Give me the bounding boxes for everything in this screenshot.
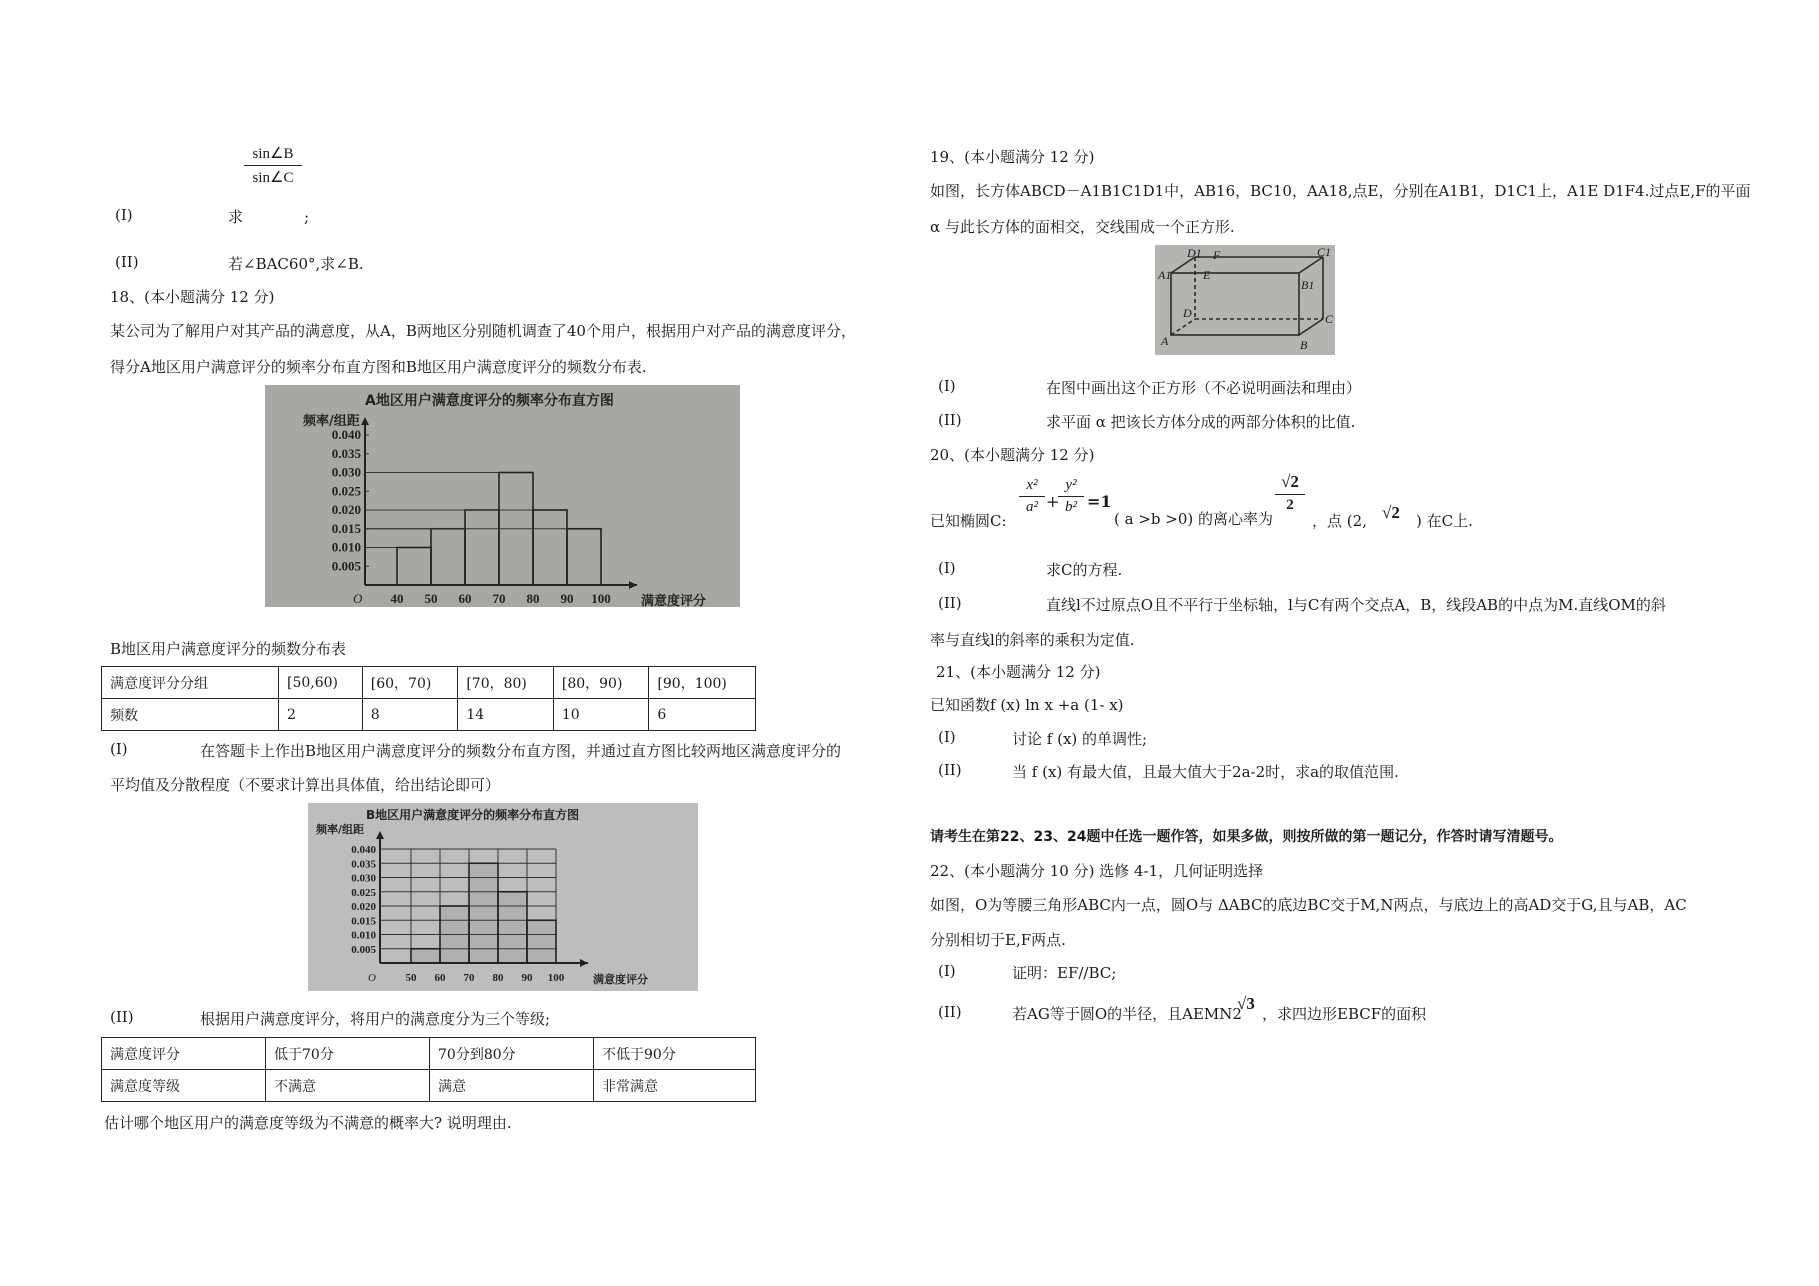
fraction-numerator: sin∠B xyxy=(252,146,294,162)
histogram-bar xyxy=(498,892,527,963)
table-cell: 满意度等级 xyxy=(102,1070,266,1102)
x2-over-a2-fraction xyxy=(1019,477,1045,516)
q19-part-ii-label: (II) xyxy=(938,411,962,429)
q17-part-ii-text: 若∠BAC60°,求∠B. xyxy=(228,255,364,273)
y-axis-arrow xyxy=(361,417,369,425)
chart-b-photo xyxy=(308,803,698,991)
q21-part-i-text: 讨论 f (x) 的单调性; xyxy=(1012,730,1148,748)
table-cell: 8 xyxy=(362,699,458,731)
table-cell: 满意 xyxy=(430,1070,594,1102)
q22-part-i-label: (I) xyxy=(938,962,956,980)
y-tick-label: 0.035 xyxy=(351,858,376,871)
y-tick-label: 0.035 xyxy=(331,445,361,461)
x-axis-arrow xyxy=(629,581,637,589)
q20-point-tail: ) 在C上. xyxy=(1416,512,1473,530)
q19-title: 19、(本小题满分 12 分) xyxy=(930,148,1095,166)
fraction-numerator: √2 xyxy=(1281,472,1299,491)
x-tick-label: 60 xyxy=(434,972,446,984)
table-row xyxy=(102,699,756,731)
x-tick-label: 100 xyxy=(547,972,565,984)
table-row xyxy=(102,1070,756,1102)
q18-intro-line-1: 某公司为了解用户对其产品的满意度，从A，B两地区分别随机调查了40个用户，根据用户对产品的满意度评分， xyxy=(110,322,856,340)
vertex-label: D1 xyxy=(1187,246,1202,260)
table-cell: 不低于90分 xyxy=(594,1038,756,1070)
q18-part-ii-text: 根据用户满意度评分，将用户的满意度分为三个等级; xyxy=(200,1010,551,1028)
vertex-label: B1 xyxy=(1301,278,1315,292)
q17-part-i-label: (I) xyxy=(115,206,133,224)
vertex-label: A1 xyxy=(1158,268,1172,282)
fraction-bar xyxy=(1019,496,1045,497)
x-tick-label: 90 xyxy=(521,972,533,984)
origin-label: O xyxy=(368,972,376,984)
cuboid-figure xyxy=(1155,245,1335,355)
point-sqrt2: √2 xyxy=(1382,503,1400,522)
origin-label: O xyxy=(353,591,363,606)
q21-title: 21、(本小题满分 12 分) xyxy=(936,663,1101,681)
chart-title: A地区用户满意度评分的频率分布直方图 xyxy=(365,393,614,409)
plus-sign: + xyxy=(1046,492,1060,511)
table-cell: 低于70分 xyxy=(266,1038,430,1070)
q18-last-line: 估计哪个地区用户的满意度等级为不满意的概率大? 说明理由. xyxy=(104,1114,512,1132)
q18-part-i-text: 在答题卡上作出B地区用户满意度评分的频数分布直方图，并通过直方图比较两地区满意度评分的 xyxy=(200,742,842,760)
y2-over-b2-fraction xyxy=(1058,477,1084,516)
sinb-over-sinc-fraction xyxy=(244,144,302,187)
q21-part-i-label: (I) xyxy=(938,728,956,746)
q18-title: 18、(本小题满分 12 分) xyxy=(110,288,275,306)
q18-part-i-text-2: 平均值及分散程度（不要求计算出具体值，给出结论即可） xyxy=(110,776,501,794)
y-axis-arrow xyxy=(376,831,384,839)
vertex-label: C1 xyxy=(1317,245,1332,259)
q21-line: 已知函数f (x) ln x +a (1- x) xyxy=(930,696,1124,714)
frequency-table xyxy=(101,666,756,731)
chart-title: B地区用户满意度评分的频率分布直方图 xyxy=(366,808,580,822)
edge xyxy=(1299,257,1323,273)
chart-a-histogram xyxy=(265,385,740,607)
q22-part-ii-label: (II) xyxy=(938,1003,962,1021)
vertex-label: E xyxy=(1203,268,1211,282)
y-axis-label: 频率/组距 xyxy=(316,823,365,836)
histogram-bar xyxy=(533,510,567,585)
x-tick-label: 50 xyxy=(424,591,438,606)
x-tick-label: 100 xyxy=(591,591,611,606)
y-tick-label: 0.025 xyxy=(331,483,361,499)
y-tick-label: 0.040 xyxy=(331,427,361,442)
y-tick-label: 0.010 xyxy=(351,929,376,942)
table-cell: [90，100) xyxy=(649,667,756,699)
q20-part-i-text: 求C的方程. xyxy=(1046,561,1123,579)
front-face xyxy=(1171,273,1299,335)
q19-part-ii-text: 求平面 α 把该长方体分成的两部分体积的比值. xyxy=(1046,413,1356,431)
q21-part-ii-text: 当 f (x) 有最大值，且最大值大于2a-2时，求a的取值范围. xyxy=(1012,763,1399,781)
histogram-bar xyxy=(431,529,465,585)
q22-line-1: 如图，O为等腰三角形ABC内一点，圆O与 ΔABC的底边BC交于M,N两点，与底边上的高AD交于G,且与AB，AC xyxy=(930,896,1687,914)
hidden-edge xyxy=(1171,319,1195,335)
table-cell: [50,60) xyxy=(279,667,363,699)
table-cell: [70，80) xyxy=(458,667,554,699)
y-tick-label: 0.030 xyxy=(331,464,361,480)
table-cell: 70分到80分 xyxy=(430,1038,594,1070)
q21-part-ii-label: (II) xyxy=(938,761,962,779)
q20-point: ，点 (2, xyxy=(1312,512,1367,530)
q20-part-ii-text-2: 率与直线l的斜率的乘积为定值. xyxy=(930,631,1135,649)
table-cell: 2 xyxy=(279,699,363,731)
q18-intro-line-2: 得分A地区用户满意评分的频率分布直方图和B地区用户满意度评分的频数分布表. xyxy=(110,358,647,376)
vertex-label: A xyxy=(1161,334,1169,348)
y-tick-label: 0.040 xyxy=(351,844,376,856)
histogram-bar xyxy=(527,920,556,963)
x-tick-label: 80 xyxy=(526,591,540,606)
table-cell: 频数 xyxy=(102,699,279,731)
q20-lead: 已知椭圆C: xyxy=(930,512,1007,530)
q19-part-i-text: 在图中画出这个正方形（不必说明画法和理由） xyxy=(1046,379,1362,397)
q22-line-2: 分别相切于E,F两点. xyxy=(930,931,1066,949)
q20-condition: ( a >b >0) 的离心率为 xyxy=(1114,510,1274,528)
table-cell: 满意度评分 xyxy=(102,1038,266,1070)
y-tick-label: 0.015 xyxy=(351,915,376,928)
q22-part-ii-text: 若AG等于圆O的半径，且AEMN2 xyxy=(1012,1005,1242,1023)
x-axis-label: 满意度评分 xyxy=(593,973,648,986)
x-tick-label: 50 xyxy=(405,972,417,984)
q18-part-ii-label: (II) xyxy=(110,1008,134,1026)
fraction-bar xyxy=(1058,496,1084,497)
vertex-label: D xyxy=(1183,306,1192,320)
table-cell: 10 xyxy=(553,699,649,731)
q19-line-1: 如图，长方体ABCD－A1B1C1D1中，AB16，BC10，AA18,点E，分别在A1B1，D1C1上，A1E D1F4.过点E,F的平面 xyxy=(930,182,1751,200)
grade-table xyxy=(101,1037,756,1102)
y-tick-label: 0.025 xyxy=(351,886,376,899)
vertex-label: B xyxy=(1300,338,1308,352)
y-tick-label: 0.005 xyxy=(331,558,361,574)
histogram-bar xyxy=(469,863,498,963)
y-tick-label: 0.015 xyxy=(331,520,361,536)
table-row xyxy=(102,1038,756,1070)
q17-part-i-tail: ; xyxy=(304,208,310,226)
fraction-denominator: 2 xyxy=(1286,497,1294,513)
x-tick-label: 80 xyxy=(492,972,504,984)
table-cell: 非常满意 xyxy=(594,1070,756,1102)
fraction-bar xyxy=(244,165,302,166)
q20-title: 20、(本小题满分 12 分) xyxy=(930,446,1095,464)
fraction-numerator: y² xyxy=(1065,477,1077,493)
y-tick-label: 0.020 xyxy=(331,502,361,517)
q22-part-ii-tail: ，求四边形EBCF的面积 xyxy=(1262,1005,1427,1023)
histogram-bar xyxy=(465,510,499,585)
table-cell: 满意度评分分组 xyxy=(102,667,279,699)
fraction-bar xyxy=(1275,494,1305,495)
q22-sqrt3: √3 xyxy=(1237,994,1255,1013)
equals-one: =1 xyxy=(1087,492,1112,511)
q19-line-2: α 与此长方体的面相交，交线围成一个正方形. xyxy=(930,218,1235,236)
choose-one-note: 请考生在第22、23、24题中任选一题作答，如果多做，则按所做的第一题记分，作答时请写清题号。 xyxy=(930,829,1563,845)
fraction-denominator: b² xyxy=(1065,499,1077,515)
q20-part-ii-label: (II) xyxy=(938,594,962,612)
b-table-title: B地区用户满意度评分的频数分布表 xyxy=(110,640,347,658)
x-axis-arrow xyxy=(580,959,588,967)
histogram-bar xyxy=(440,906,469,963)
eccentricity-fraction xyxy=(1275,472,1305,514)
q17-part-i-text: 求 xyxy=(228,208,244,226)
y-tick-label: 0.005 xyxy=(351,943,376,956)
chart-b-histogram xyxy=(308,803,698,991)
table-cell: [80，90) xyxy=(553,667,649,699)
q17-part-ii-label: (II) xyxy=(115,253,139,271)
fraction-denominator: a² xyxy=(1026,499,1038,515)
table-cell: [60，70) xyxy=(362,667,458,699)
q18-part-i-label: (I) xyxy=(110,740,128,758)
chart-a-photo xyxy=(265,385,740,607)
histogram-bar xyxy=(397,548,431,586)
table-cell: 6 xyxy=(649,699,756,731)
table-cell: 14 xyxy=(458,699,554,731)
q20-part-ii-text: 直线l不过原点O且不平行于坐标轴，l与C有两个交点A，B，线段AB的中点为M.直线OM的斜 xyxy=(1046,596,1666,614)
fraction-denominator: sin∠C xyxy=(252,170,294,186)
table-cell: 不满意 xyxy=(266,1070,430,1102)
q19-part-i-label: (I) xyxy=(938,377,956,395)
histogram-bar xyxy=(411,949,440,963)
cuboid-photo xyxy=(1155,245,1335,355)
q20-part-i-label: (I) xyxy=(938,559,956,577)
fraction-numerator: x² xyxy=(1026,477,1038,493)
y-tick-label: 0.010 xyxy=(331,539,361,555)
x-tick-label: 70 xyxy=(463,972,475,984)
q22-title: 22、(本小题满分 10 分) 选修 4-1，几何证明选择 xyxy=(930,862,1264,880)
y-tick-label: 0.020 xyxy=(351,901,376,913)
y-tick-label: 0.030 xyxy=(351,872,376,885)
x-tick-label: 90 xyxy=(560,591,574,606)
x-tick-label: 40 xyxy=(390,591,404,606)
histogram-bar xyxy=(567,529,601,585)
q22-part-i-text: 证明：EF//BC; xyxy=(1012,964,1117,982)
vertex-label: F xyxy=(1213,248,1221,262)
x-tick-label: 70 xyxy=(492,591,506,606)
table-row xyxy=(102,667,756,699)
vertex-label: C xyxy=(1325,312,1334,326)
y-axis-label: 频率/组距 xyxy=(303,414,360,429)
x-tick-label: 60 xyxy=(458,591,472,606)
x-axis-label: 满意度评分 xyxy=(641,594,707,607)
edge xyxy=(1299,319,1323,335)
